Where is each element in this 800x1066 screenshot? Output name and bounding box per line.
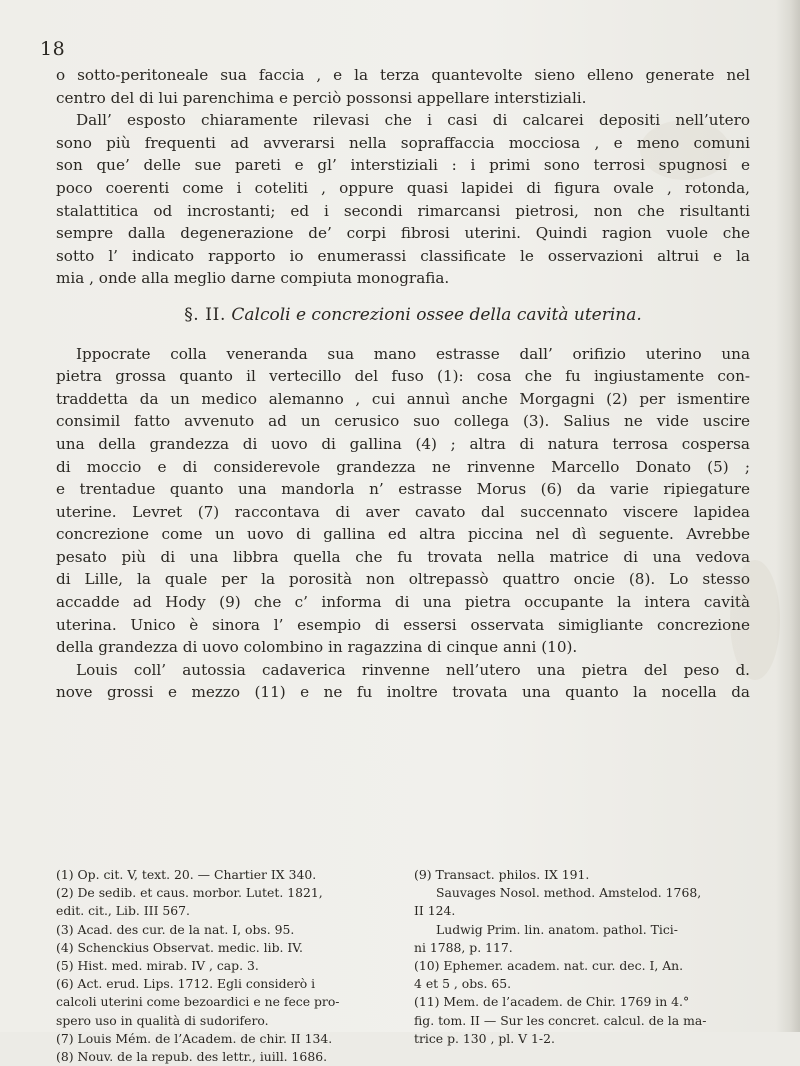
page-number: 18 (40, 38, 66, 60)
text-line: sono più frequenti ad avverarsi nella sopraffaccia mocciosa , e meno comuni (56, 133, 750, 152)
footnote: (8) Nouv. de la repub. des lettr., iuill. 1686. (56, 1049, 328, 1065)
paragraph-2 (56, 109, 750, 290)
footnote: (5) Hist. med. mirab. IV , cap. 3. (56, 958, 259, 974)
text-line: Dall’ esposto chiaramente rilevasi che i casi di calcarei depositi nell’utero (76, 111, 750, 130)
text-line: accadde ad Hody (9) che c’ informa di una pietra occupante la intera cavità (56, 593, 750, 612)
text-line: uterina. Unico è sinora l’ esempio di essersi osservata simigliante concrezione (56, 615, 750, 634)
paragraph-3 (56, 343, 750, 659)
footnote: (10) Ephemer. academ. nat. cur. dec. I, An. (414, 958, 684, 974)
text-line: pesato più di una libbra quella che fu trovata nella matrice di una vedova (56, 547, 750, 566)
footnote: trice p. 130 , pl. V 1-2. (414, 1030, 555, 1046)
page-edge-shadow (776, 0, 800, 1032)
section-title: Calcoli e concrezioni ossee della cavità uterina. (231, 304, 642, 325)
text-line: mia , onde alla meglio darne compiuta monografia. (56, 269, 450, 288)
text-line: Louis coll’ autossia cadaverica rinvenne nell’utero una pietra del peso d. (76, 660, 750, 679)
spacer (56, 333, 750, 343)
footnote: fig. tom. II — Sur les concret. calcul. de la ma- (414, 1012, 707, 1028)
text-line: sotto l’ indicato rapporto io enumerassi classificate le osservazioni altrui e la (56, 246, 750, 265)
footnote: (3) Acad. des cur. de la nat. I, obs. 95. (56, 921, 295, 937)
footnote: (1) Op. cit. V, text. 20. — Chartier IX 340. (56, 867, 317, 882)
footnote: spero uso in qualità di sudorifero. (56, 1012, 269, 1028)
footnote: (6) Act. erud. Lips. 1712. Egli considerò i (56, 976, 316, 992)
text-line: centro del di lui parenchima e perciò possonsi appellare interstiziali. (56, 88, 587, 107)
text-line: concrezione come un uovo di gallina ed altra piccina nel dì seguente. Avrebbe (56, 525, 750, 544)
footnotes-left-column (56, 866, 396, 1066)
text-line: Ippocrate colla veneranda sua mano estrasse dall’ orifizio uterino una (76, 344, 750, 363)
text-line: son que’ delle sue pareti e gl’ interstiziali : i primi sono terrosi spugnosi e (56, 156, 750, 175)
text-line: sempre dalla degenerazione de’ corpi fibrosi uterini. Quindi ragion vuole che (56, 224, 750, 243)
footnote: Sauvages Nosol. method. Amstelod. 1768, (436, 885, 702, 901)
footnote: calcoli uterini come bezoardici e ne fece pro- (56, 994, 340, 1010)
text-line: pietra grossa quanto il vertecillo del fuso (1): cosa che fu ingiustamente con- (56, 367, 750, 386)
paragraph-1 (56, 64, 750, 109)
footnote: Ludwig Prim. lin. anatom. pathol. Tici- (436, 921, 678, 937)
footnote: 4 et 5 , obs. 65. (414, 976, 512, 992)
footnote: edit. cit., Lib. III 567. (56, 903, 190, 919)
footnote: (9) Transact. philos. IX 191. (414, 867, 590, 882)
text-line: e trentadue quanto una mandorla n’ estrasse Morus (6) da varie ripiegature (56, 480, 750, 499)
spacer (56, 290, 750, 300)
text-line: consimil fatto avvenuto ad un cerusico suo collega (3). Salius ne vide uscire (56, 412, 750, 431)
text-line: poco coerenti come i coteliti , oppure quasi lapidei di figura ovale , rotonda, (56, 178, 750, 197)
text-line: traddetta da un medico alemanno , cui annuì anche Morgagni (2) per ismentire (56, 389, 750, 408)
footnote: ni 1788, p. 117. (414, 939, 513, 955)
footnote: (7) Louis Mém. de l’Academ. de chir. II 134. (56, 1030, 333, 1046)
text-line: uterine. Levret (7) raccontava di aver cavato dal succennato viscere lapidea (56, 502, 750, 521)
footnote: (2) De sedib. et caus. morbor. Lutet. 1821, (56, 885, 323, 901)
paragraph-4 (56, 659, 750, 704)
body-text (56, 64, 750, 704)
text-line: di moccio e di considerevole grandezza ne rinvenne Marcello Donato (5) ; (56, 457, 750, 476)
footnote: II 124. (414, 903, 456, 919)
footnote: (4) Schenckius Observat. medic. lib. IV. (56, 939, 303, 955)
text-line: una della grandezza di uovo di gallina (4) ; altra di natura terrosa cospersa (56, 434, 750, 453)
section-number: §. II. (184, 304, 226, 325)
text-line: stalattitica od incrostanti; ed i secondi rimarcansi pietrosi, non che risultanti (56, 201, 750, 220)
footnote: (11) Mem. de l’academ. de Chir. 1769 in 4.° (414, 994, 690, 1010)
text-line: di Lille, la quale per la porosità non oltrepassò quattro oncie (8). Lo stesso (56, 570, 750, 589)
text-line: o sotto-peritoneale sua faccia , e la terza quantevolte sieno elleno generate nel (56, 66, 750, 84)
text-line: della grandezza di uovo colombino in ragazzina di cinque anni (10). (56, 638, 578, 657)
footnotes-right-column (414, 866, 756, 1048)
text-line: nove grossi e mezzo (11) e ne fu inoltre trovata una quanto la nocella da (56, 683, 750, 702)
section-heading (56, 304, 750, 327)
